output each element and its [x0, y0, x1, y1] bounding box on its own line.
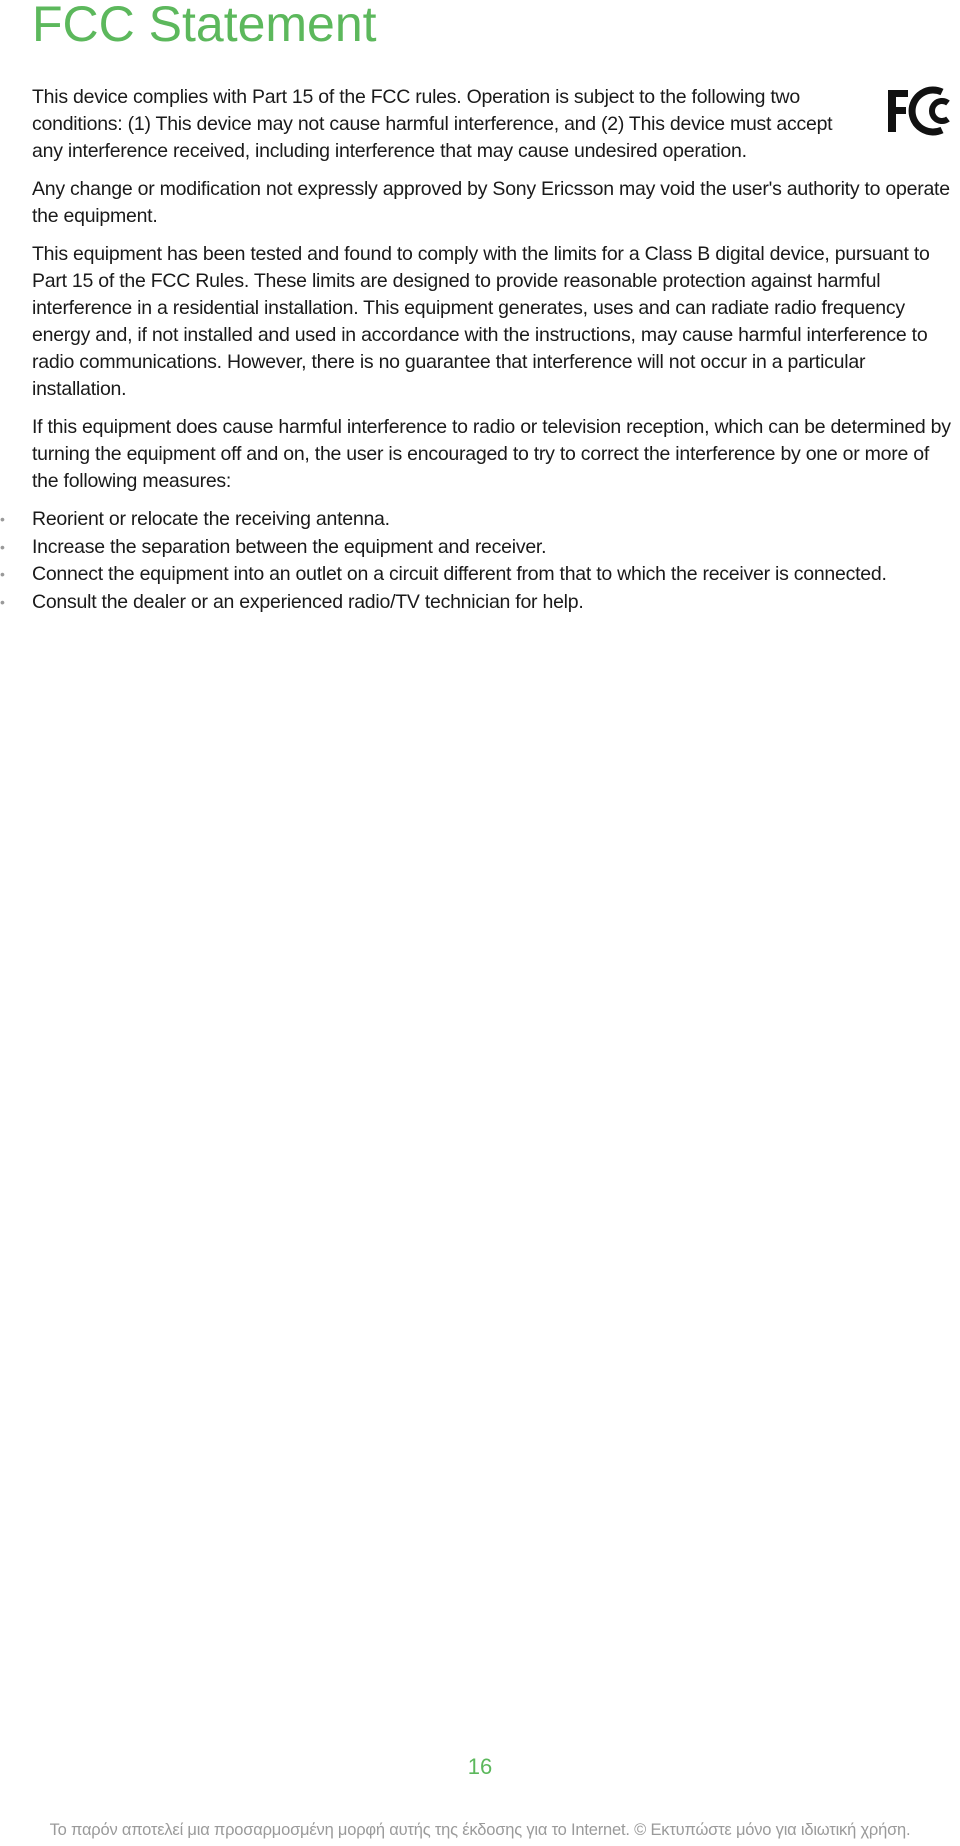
page-number: 16: [467, 1754, 493, 1779]
document-body: [0, 84, 957, 616]
measures-list: [0, 506, 957, 616]
paragraph-interference: If this equipment does cause harmful interference to radio or television reception, which can be determined by turning the equipment off and on, the user is encouraged to try to correct the interference by one or more of the following measures:: [32, 416, 951, 492]
page-title: FCC Statement: [32, 0, 377, 52]
list-item-text: Increase the separation between the equipment and receiver.: [32, 535, 547, 558]
bullet-dot-icon: •: [0, 566, 5, 582]
list-item-text: Reorient or relocate the receiving antenna.: [32, 508, 390, 530]
list-item: [0, 589, 957, 617]
footer-note: Το παρόν αποτελεί μια προσαρμοσμένη μορφή αυτής της έκδοσης για το Internet. © Εκτυπώστε μόνο για ιδιωτική χρήση.: [49, 1821, 911, 1839]
paragraph-compliance: This device complies with Part 15 of the FCC rules. Operation is subject to the following two conditions: (1) This device may not cause harmful interference, and (2) This device must accept any interference received, including interference that may cause undesired operation.: [32, 86, 833, 162]
paragraph-modification: Any change or modification not expressly approved by Sony Ericsson may void the user's authority to operate the equipment.: [32, 178, 950, 227]
bullet-dot-icon: •: [0, 511, 5, 527]
list-item: [0, 534, 957, 562]
bullet-dot-icon: •: [0, 593, 5, 610]
paragraph-class-b: This equipment has been tested and found to comply with the limits for a Class B digital device, pursuant to Part 15 of the FCC Rules. These limits are designed to provide reasonable protection against harmful interference in a residential installation. This equipment generates, uses and can radiate radio frequency energy and, if not installed and used in accordance with the instructions, may cause harmful interference to radio communications. However, there is no guarantee that interference will not occur in a particular installation.: [32, 243, 930, 400]
list-item-text: Consult the dealer or an experienced radio/TV technician for help.: [32, 590, 584, 613]
list-item-text: Connect the equipment into an outlet on a circuit different from that to which the receiver is connected.: [32, 563, 887, 585]
list-item: [0, 561, 957, 589]
bullet-dot-icon: •: [0, 538, 5, 555]
list-item: [0, 506, 957, 534]
